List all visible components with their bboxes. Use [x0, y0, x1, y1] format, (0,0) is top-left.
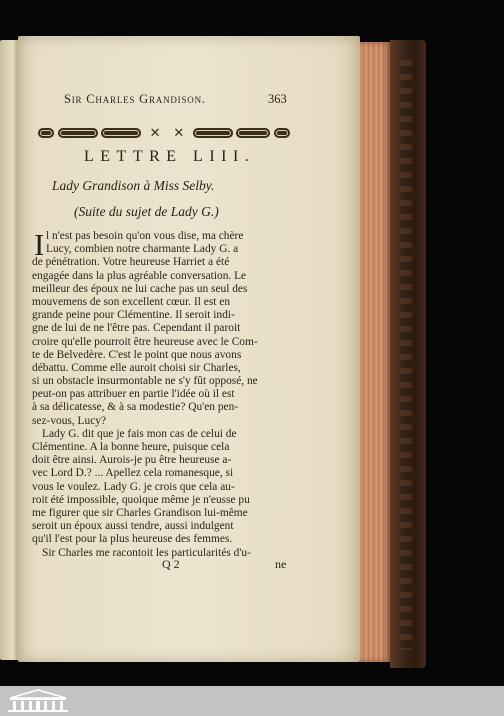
- page-number: 363: [268, 92, 287, 106]
- running-head: Sir Charles Grandison.: [64, 92, 206, 106]
- left-page-edge: [0, 40, 18, 660]
- ornament-piece: [193, 128, 233, 138]
- text-line: Sir Charles me racontoit les particularités d'u-: [42, 546, 251, 559]
- signature-mark: Q 2: [162, 557, 180, 571]
- catchword: ne: [275, 557, 287, 571]
- text-line: Lady G. dit que je fais mon cas de celui de: [42, 427, 237, 440]
- text-line: à sa délicatesse, & à sa modestie? Qu'en pen-: [32, 401, 239, 414]
- ornament-piece: [274, 128, 290, 138]
- text-line: seroit un époux aussi tendre, aussi indulgent: [32, 520, 234, 533]
- text-line: Clémentine. A la bonne heure, puisque cela: [32, 441, 230, 453]
- book-cover-edge: [390, 40, 426, 668]
- ornament-piece: [101, 128, 141, 138]
- text-line: te de Belvedère. C'est le point que nous avons: [32, 348, 242, 361]
- text-line: peut-on pas attribuer en partie l'idée où il est: [32, 388, 235, 401]
- text-line: de pénétration. Votre heureuse Harriet a été: [32, 256, 230, 269]
- letter-body: [32, 227, 290, 560]
- text-line: l n'est pas besoin qu'on vous dise, ma chère: [46, 230, 244, 242]
- text-line: qu'il l'est pour la plus heureuse des femmes.: [32, 533, 233, 546]
- text-line: Lucy, combien notre charmante Lady G. a: [46, 243, 239, 256]
- text-line: grande peine pour Clémentine. Il seroit indi-: [32, 309, 235, 322]
- ornament-cross-icon: ✕: [173, 125, 185, 140]
- drop-cap: I: [34, 227, 45, 262]
- text-line: mouvemens de son excellent cœur. Il est en: [32, 295, 231, 308]
- page-fore-edge: [360, 42, 390, 662]
- decorative-headpiece: [38, 126, 290, 140]
- text-line: roit été impossible, quoique même je n'eusse pu: [32, 493, 250, 506]
- letter-salutation: Lady Grandison à Miss Selby.: [52, 178, 215, 193]
- viewer-footer-bar: [0, 686, 504, 716]
- text-line: sez-vous, Lucy?: [32, 414, 107, 427]
- text-line: vec Lord D.? ... Apellez cela romanesque, si: [32, 467, 234, 480]
- text-line: meilleur des époux ne lui cache pas un seul des: [32, 282, 248, 295]
- text-line: vous le voulez. Lady G. je crois que cela au-: [32, 480, 235, 493]
- text-line: croire qu'elle pourroit être heureuse avec le Com-: [32, 335, 258, 348]
- text-line: si un obstacle insurmontable ne s'y fût opposé, ne: [32, 375, 258, 388]
- letter-title: LETTRE LIII.: [84, 148, 256, 165]
- text-line: engagée dans la plus agréable conversation. Le: [32, 269, 247, 282]
- text-line: gne de lui de ne l'être pas. Cependant il paroit: [32, 322, 241, 335]
- ornament-piece: [236, 128, 270, 138]
- ornament-piece: [38, 128, 54, 138]
- text-line: doit être ainsi. Aurois-je pu être heureuse a-: [32, 454, 232, 467]
- text-line: me figurer que sir Charles Grandison lui-même: [32, 506, 248, 519]
- ornament-cross-icon: ✕: [149, 125, 161, 140]
- letter-subtitle: (Suite du sujet de Lady G.): [74, 204, 219, 219]
- ornament-piece: [58, 128, 98, 138]
- library-building-logo-icon: [4, 688, 72, 714]
- text-line: débattu. Comme elle auroit choisi sir Charles,: [32, 361, 241, 374]
